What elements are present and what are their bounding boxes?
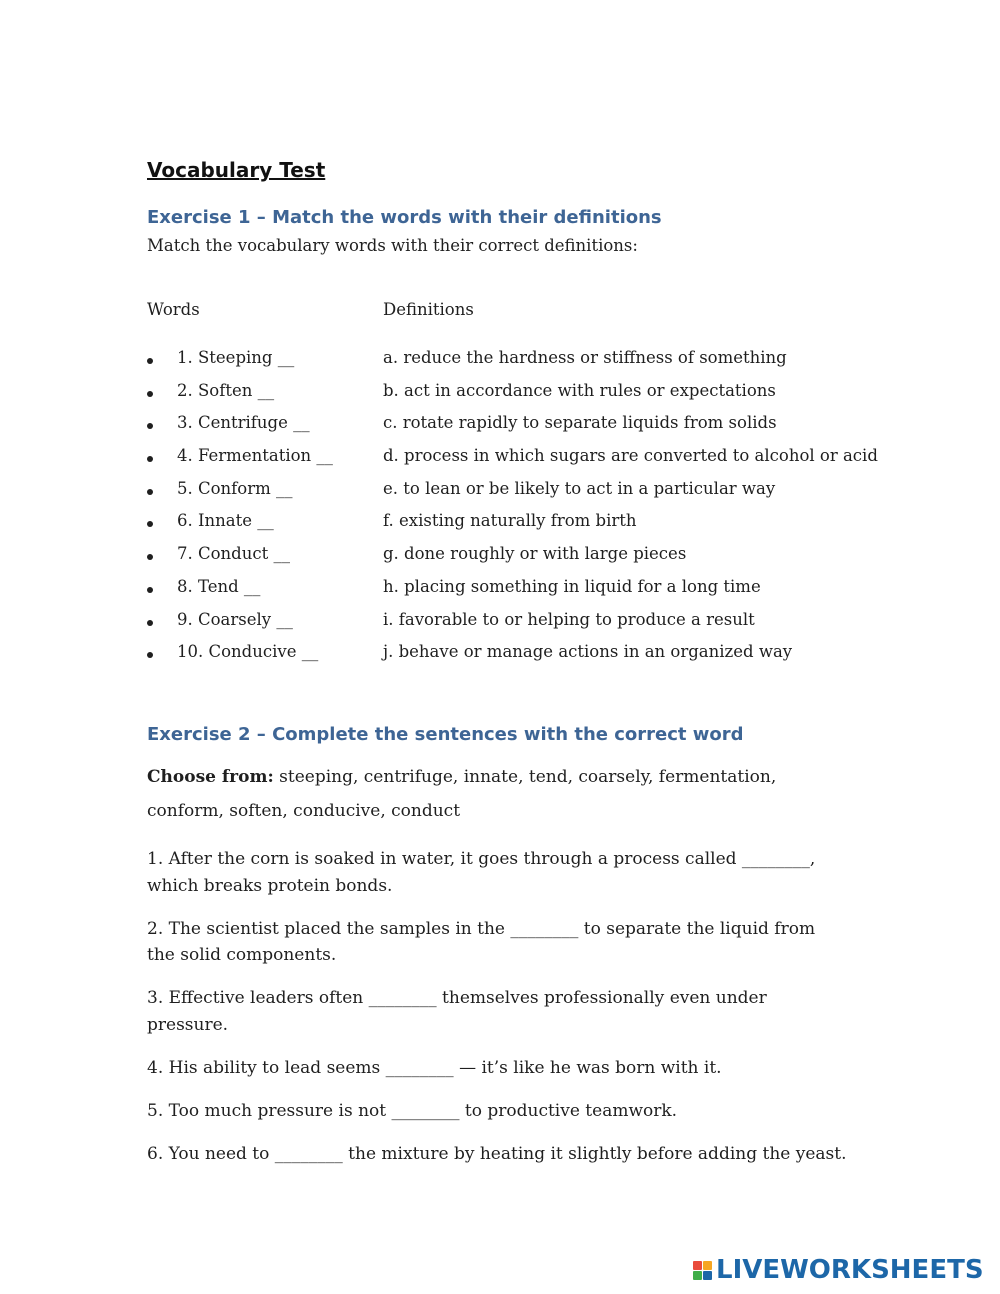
logo-square-icon xyxy=(703,1261,712,1270)
bullet-icon xyxy=(147,456,153,462)
vocab-word[interactable]: 2. Soften __ xyxy=(177,380,275,400)
word-bank-label: Choose from: xyxy=(147,767,274,787)
bullet-icon xyxy=(147,652,153,658)
match-item xyxy=(147,544,867,577)
match-item xyxy=(147,642,867,675)
match-item xyxy=(147,446,878,479)
fill-in-sentence[interactable]: 5. Too much pressure is not ________ to productive teamwork. xyxy=(147,1100,678,1121)
word-bank-words: steeping, centrifuge, innate, tend, coarsely, fermentation, conform, soften, conducive, conduct xyxy=(147,767,777,821)
fill-in-sentence[interactable]: 6. You need to ________ the mixture by heating it slightly before adding the yeast. xyxy=(147,1143,847,1164)
bullet-icon xyxy=(147,587,153,593)
document-title: Vocabulary Test xyxy=(147,158,326,182)
match-item xyxy=(147,479,867,512)
match-item xyxy=(147,381,867,414)
matching-list xyxy=(147,348,878,675)
logo-square-icon xyxy=(693,1261,702,1270)
logo-square-icon xyxy=(693,1271,702,1280)
bullet-icon xyxy=(147,521,153,527)
vocab-word[interactable]: 9. Coarsely __ xyxy=(177,609,293,629)
vocab-definition: h. placing something in liquid for a long time xyxy=(383,576,761,596)
exercise2-heading: Exercise 2 – Complete the sentences with the correct word xyxy=(147,724,744,745)
vocab-word[interactable]: 1. Steeping __ xyxy=(177,348,295,367)
vocab-definition: c. rotate rapidly to separate liquids from solids xyxy=(383,413,777,433)
logo-square-icon xyxy=(703,1271,712,1280)
match-item xyxy=(147,413,867,446)
vocab-word[interactable]: 5. Conform __ xyxy=(177,478,293,498)
bullet-icon xyxy=(147,489,153,495)
liveworksheets-logo xyxy=(693,1255,984,1285)
fill-in-sentence[interactable]: 3. Effective leaders often ________ themselves professionally even under pressure. xyxy=(147,988,767,1035)
fill-in-sentence[interactable]: 4. His ability to lead seems ________ — it’s like he was born with it. xyxy=(147,1057,722,1078)
vocab-definition: i. favorable to or helping to produce a result xyxy=(383,609,755,629)
match-item xyxy=(147,348,867,381)
bullet-icon xyxy=(147,554,153,560)
sentence-list xyxy=(147,846,847,1184)
vocab-definition: f. existing naturally from birth xyxy=(383,511,637,531)
bullet-icon xyxy=(147,391,153,397)
word-bank xyxy=(147,760,847,828)
exercise1-instruction: Match the vocabulary words with their correct definitions: xyxy=(147,236,638,255)
bullet-icon xyxy=(147,358,153,364)
vocab-word[interactable]: 7. Conduct __ xyxy=(177,544,290,564)
vocab-definition: a. reduce the hardness or stiffness of something xyxy=(383,348,787,367)
logo-wordmark: LIVEWORKSHEETS xyxy=(716,1255,984,1285)
bullet-icon xyxy=(147,620,153,626)
match-item xyxy=(147,577,867,610)
vocab-definition: b. act in accordance with rules or expectations xyxy=(383,380,776,400)
words-column-header: Words xyxy=(147,300,200,319)
vocab-definition: j. behave or manage actions in an organized way xyxy=(383,642,793,662)
logo-icon xyxy=(693,1261,712,1280)
vocab-definition: d. process in which sugars are converted to alcohol or acid xyxy=(383,446,878,466)
bullet-icon xyxy=(147,423,153,429)
vocab-word[interactable]: 3. Centrifuge __ xyxy=(177,413,310,433)
match-item xyxy=(147,511,867,544)
vocab-word[interactable]: 10. Conducive __ xyxy=(177,642,319,662)
fill-in-sentence[interactable]: 1. After the corn is soaked in water, it goes through a process called ________, which breaks protein bonds. xyxy=(147,849,816,896)
exercise1-heading: Exercise 1 – Match the words with their definitions xyxy=(147,207,662,228)
fill-in-sentence[interactable]: 2. The scientist placed the samples in the ________ to separate the liquid from the solid components. xyxy=(147,918,816,965)
vocab-word[interactable]: 6. Innate __ xyxy=(177,511,274,531)
vocab-word[interactable]: 4. Fermentation __ xyxy=(177,446,333,466)
definitions-column-header: Definitions xyxy=(383,300,474,319)
match-item xyxy=(147,610,867,643)
vocab-definition: g. done roughly or with large pieces xyxy=(383,544,687,564)
vocab-definition: e. to lean or be likely to act in a particular way xyxy=(383,478,776,498)
vocab-word[interactable]: 8. Tend __ xyxy=(177,576,261,596)
